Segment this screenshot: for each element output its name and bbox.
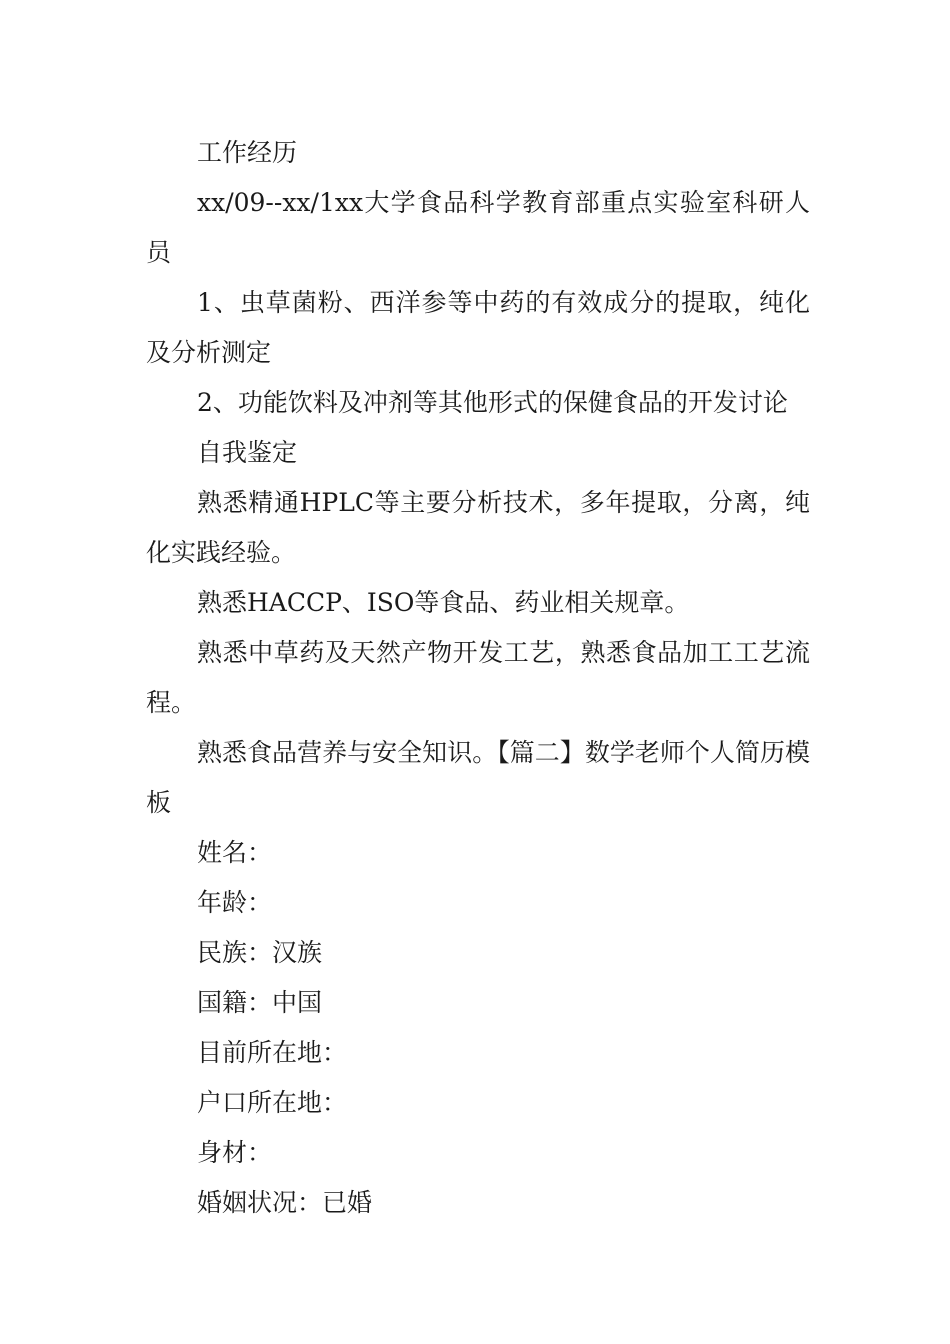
field-age: 年龄：	[197, 888, 273, 917]
field-figure: 身材：	[197, 1138, 273, 1167]
work-entry: xx/09--xx/1xx大学食品科学教育部重点实验室科研人员	[146, 188, 810, 267]
self-assessment-item: 熟悉食品营养与安全知识。【篇二】数学老师个人简历模板	[146, 738, 810, 817]
field-name: 姓名：	[197, 838, 273, 867]
self-assessment-item: 熟悉HACCP、ISO等食品、药业相关规章。	[197, 588, 690, 617]
field-ethnicity: 民族：汉族	[197, 938, 323, 967]
self-assessment-item: 熟悉精通HPLC等主要分析技术，多年提取，分离，纯化实践经验。	[146, 488, 810, 567]
self-assessment-item: 熟悉中草药及天然产物开发工艺，熟悉食品加工工艺流程。	[146, 638, 810, 717]
field-household-registration: 户口所在地：	[197, 1088, 348, 1117]
section-heading-work-experience: 工作经历	[197, 138, 298, 167]
document-body	[146, 128, 810, 1228]
work-duty-1: 1、虫草菌粉、西洋参等中药的有效成分的提取，纯化及分析测定	[146, 288, 810, 367]
field-current-location: 目前所在地：	[197, 1038, 348, 1067]
field-nationality: 国籍：中国	[197, 988, 323, 1017]
section-heading-self-assessment: 自我鉴定	[197, 438, 298, 467]
work-duty-2: 2、功能饮料及冲剂等其他形式的保健食品的开发讨论	[197, 388, 788, 417]
field-marital-status: 婚姻状况：已婚	[197, 1188, 373, 1217]
